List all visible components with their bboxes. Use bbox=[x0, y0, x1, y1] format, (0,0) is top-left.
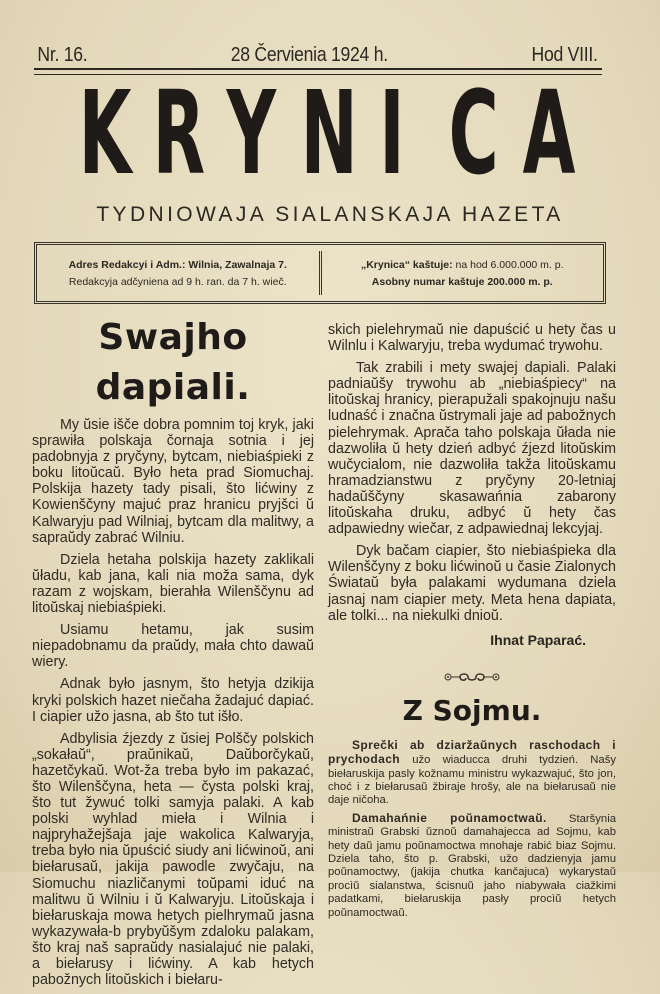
article-author: Ihnat Paparać. bbox=[490, 631, 586, 648]
article-body bbox=[32, 417, 314, 988]
paragraph: My ŭsie išče dobra pomnim toj kryk, jaki sprawiła polskaja čornaja sotnia i jej padobnyja z pryčyny, bytcam, niebiaśpieki z boku litoŭcaŭ. Było heta prad Siomuchaj. Polskija hazety tady pisali, što lićwiny z Kowienščyny majuć praz hranicu pryjšci ŭ Kalwaryju pad Wilniaj, bytcam dla malitwy, a sapraŭdy zabrać Wilniu. bbox=[32, 417, 314, 546]
article-body-continued bbox=[328, 322, 616, 624]
news-item-text: Staršynia ministraŭ Grabski ŭznoŭ damahajecca ad Sojmu, kab hety daŭ jamu poŭnamoctwa mnohaje rabić biaz Sojmu. Dziela taho, što p. Grabski, užo dadzienyja jamu poŭnamoctwy, (jakija chutka kančajuca) wykarystaŭ procìŭ sialanstwa, ścisnuŭ jaho niabywała ciažkimi padatkami, biełaruskija pasły procìŭ hetych poŭnamoctwaŭ. bbox=[328, 812, 616, 919]
volume-year: Hod VIII. bbox=[531, 44, 598, 66]
price-value: na hod 6.000.000 m. p. bbox=[455, 258, 564, 271]
paragraph: Adnak było jasnym, što hetyja dzikija kryki polskich hazet niečaha žadajuć dapiać. I ciapier užo jasna, ab što tut išło. bbox=[32, 676, 314, 725]
news-item-lead: Damahańnie poŭnamoctwaŭ. bbox=[352, 810, 547, 825]
newspaper-title-logo bbox=[68, 65, 576, 201]
address-cell bbox=[37, 245, 319, 301]
section-body bbox=[328, 739, 616, 920]
price-label: „Krynica“ kaštuje: bbox=[360, 258, 453, 271]
paragraph: Tak zrabili i mety swajej dapiali. Palaki padniaŭšy trywohu ab „niebiaśpiecy“ na litoŭskaj hranicy, pierapužali spakojnuju našu ludnaść i značna ŭstrymali jaje ad pabožnych pielehrymak. Aprača taho polskaja ŭłada nie dazwoliła ŭ hety dzień adbyć źjezd litoŭskim wučycialom, nie dazwoliła takža litoŭskamu hramadzianstwu z pryčyny 20-letniaj hadaŭščyny skasawańnia zabarony litoŭskaha druku, adbyć ŭ hety čas adpawiedny wiečar, z adpawiednaj lekcyjaj. bbox=[328, 360, 616, 538]
newspaper-subtitle: TYDNIOWAJA SIALANSKAJA HAZETA bbox=[96, 203, 564, 226]
editorial-info-box bbox=[34, 242, 606, 304]
news-item bbox=[328, 812, 616, 920]
news-item bbox=[328, 739, 616, 808]
ornament-divider-icon bbox=[328, 670, 616, 682]
masthead-info-line bbox=[34, 44, 602, 67]
address-value: Wilnia, Zawalnaja 7. bbox=[188, 258, 287, 271]
section-headline: Z Sojmu. bbox=[402, 693, 542, 727]
right-column bbox=[328, 322, 616, 924]
logo-letter: I bbox=[379, 65, 405, 201]
logo-letter: A bbox=[522, 65, 576, 201]
price-cell bbox=[322, 245, 604, 301]
logo-letter: K bbox=[78, 65, 132, 201]
news-item-lead: Sprečki ab dziaržaŭnych raschodach i prychodach bbox=[328, 737, 616, 767]
paragraph: Usiamu hetamu, jak susim niepadobnamu da praŭdy, mała chto dawaŭ wiery. bbox=[32, 622, 314, 671]
paragraph: Dziela hetaha polskija hazety zaklikali ŭładu, kab jana, kali nia moža sama, dyk razam z wojskam, bierahła Wilenščynu ad litoŭskaj niebiaśpieki. bbox=[32, 551, 314, 617]
address-label: Adres Redakcyi i Adm.: bbox=[68, 258, 186, 271]
office-hours: Redakcyja adčyniena ad 9 h. ran. da 7 h. wieč. bbox=[68, 275, 287, 288]
left-column bbox=[32, 313, 314, 994]
address-line bbox=[69, 259, 287, 271]
single-issue-price: Asobny numar kaštuje 200.000 m. p. bbox=[371, 275, 553, 288]
news-item-text: užo wiaducca druhi tydzień. Našy biełaruskija pasly kožnamu ministru wykazwajuć, što jon, choć i z biełarusaŭ žbiraje hrošy, ale na biełarusaŭ nie daje ničoha. bbox=[328, 754, 616, 807]
logo-letter: C bbox=[448, 65, 499, 201]
article-headline: Swajho dapiali. bbox=[95, 317, 251, 408]
paragraph: skich pielehrymaŭ nie dapuścić u hety čas u Wilnlu i Kalwaryju, treba wydumać trywohu. bbox=[328, 322, 616, 355]
logo-letter: R bbox=[152, 65, 206, 201]
subscription-price bbox=[361, 259, 564, 271]
paragraph: Dyk bačam ciapier, što niebiaśpieka dla Wilenščyny z boku lićwinoŭ u časie Zialonych Świataŭ była palakami wydumana dziela jasnaj nam ciapier mety. Meta hena dapiata, ale tolki... na niekulki dnioŭ. bbox=[328, 543, 616, 624]
logo-letter: Y bbox=[226, 65, 277, 201]
logo-letter: N bbox=[300, 65, 358, 201]
issue-number: Nr. 16. bbox=[37, 44, 88, 66]
issue-date: 28 Červienia 1924 h. bbox=[230, 44, 388, 66]
paragraph: Adbylisia źjezdy z ŭsiej Polščy polskich „sokałaŭ“, praŭnikaŭ, Daŭborčykaŭ, hazetčykaŭ. Wot-ža treba było im pakazać, što Wilenščyna, heta — čysta polski kraj, što tut žywuć tolki samyja palaki. A kab polski wyhlad mieła i Wilnia i najpryhažejšaja jaje wakolica Kalwaryja, treba było nia ŭpuścić siudy ani lićwinoŭ, ani biełarusaŭ, jakija pawodle zwyčaju, na Siomuchu niazličanymi toŭpami iduć na malitwu ŭ Wilniu i ŭ Kalwaryju. Litoŭskaja i biełaruskaja mowa hetych pielhrymaŭ jasna wykazywała-b prybyŭšym zdaloku palakam, što kraj naš sapraŭdy nasialajuć nie palaki, a biełarusy i lićwiny. A kab hetych pabožnych litoŭskich i biełaru- bbox=[32, 730, 314, 989]
